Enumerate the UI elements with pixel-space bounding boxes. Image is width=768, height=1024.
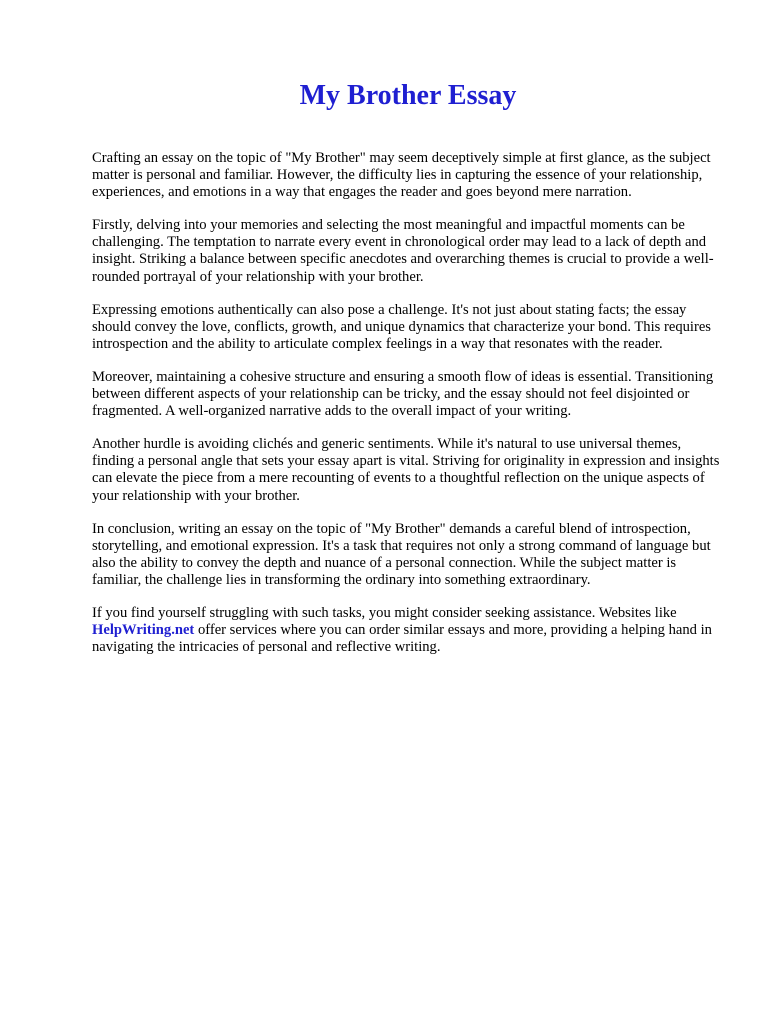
- paragraph-4: Moreover, maintaining a cohesive structure and ensuring a smooth flow of ideas is essential. Transitioning between different aspects of your relationship can be tricky, and the essay should not feel disjointed or fragmented. A well-organized narrative adds to the overall impact of your writing.: [92, 368, 714, 420]
- paragraph-3: Expressing emotions authentically can also pose a challenge. It's not just about stating facts; the essay should convey the love, conflicts, growth, and unique dynamics that characterize your bond. This requires introspection and the ability to articulate complex feelings in a way that resonates with the reader.: [92, 301, 711, 352]
- closing-paragraph: [92, 605, 720, 656]
- page-title: My Brother Essay: [299, 80, 517, 111]
- paragraph-2: Firstly, delving into your memories and selecting the most meaningful and impactful moments can be challenging. The temptation to narrate every event in chronological order may lead to a lack of depth and insight. Striking a balance between specific anecdotes and overarching themes is crucial to provide a well-rounded portrayal of your relationship with your brother.: [92, 217, 714, 285]
- closing-text-after-link: offer services where you can order similar essays and more, providing a helping hand in navigating the intricacies of personal and reflective writing.: [92, 622, 712, 656]
- paragraph-5: Another hurdle is avoiding clichés and generic sentiments. While it's natural to use universal themes, finding a personal angle that sets your essay apart is vital. Striving for originality in expression and insights can elevate the piece from a mere recounting of events to a thoughtful reflection on the unique aspects of your relationship with your brother.: [92, 436, 720, 504]
- closing-text-before-link: If you find yourself struggling with such tasks, you might consider seeking assistance. Websites like: [92, 604, 677, 621]
- helpwriting-link[interactable]: HelpWriting.net: [92, 622, 195, 639]
- paragraph-1: Crafting an essay on the topic of "My Brother" may seem deceptively simple at first glance, as the subject matter is personal and familiar. However, the difficulty lies in capturing the essence of your relationship, experiences, and emotions in a way that engages the reader and goes beyond mere narration.: [92, 150, 711, 201]
- paragraph-6: In conclusion, writing an essay on the topic of "My Brother" demands a careful blend of introspection, storytelling, and emotional expression. It's a task that requires not only a strong command of language but also the ability to convey the depth and nuance of a personal connection. While the subject matter is familiar, the challenge lies in transforming the ordinary into something extraordinary.: [92, 520, 711, 588]
